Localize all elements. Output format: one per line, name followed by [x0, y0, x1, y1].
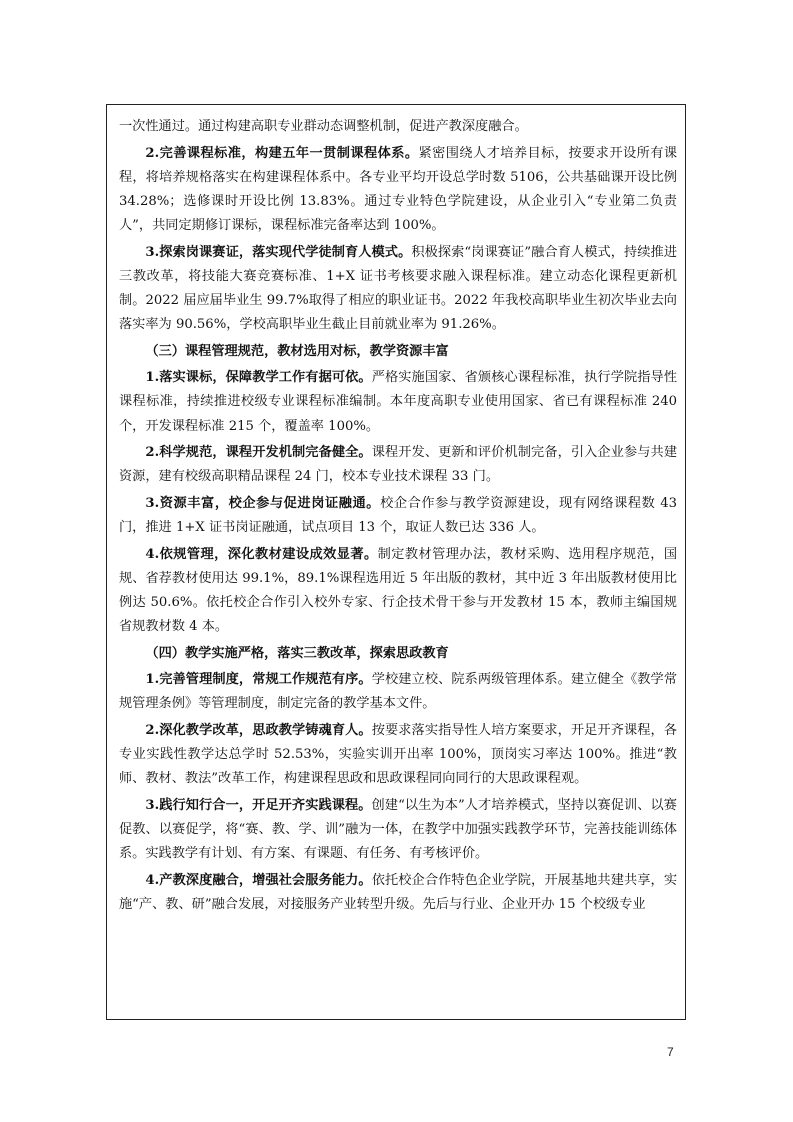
paragraph	[119, 241, 677, 338]
paragraph-text: 积极探索“岗课赛证”融合育人模式，持续推进三教改革，将技能大赛竞赛标准、1+X 证书考核要求融入课程标准。建立动态化课程更新机制。2022 届应届毕业生 99.7%取得了相应的职业证书。2022 年我校高职毕业生初次毕业去向落实率为 90.56%，学校高职毕业生截止目前就业率为 91.26%。	[119, 244, 678, 333]
paragraph-lead: 3.探索岗课赛证，落实现代学徒制育人模式。	[145, 244, 412, 260]
page-number: 7	[667, 1045, 674, 1059]
paragraph-text: 紧密围绕人才培养目标，按要求开设所有课程，将培养规格落实在构建课程体系中。各专业平均开设总学时数 5106，公共基础课开设比例 34.28%；选修课时开设比例 13.83%。通过专业特色学院建设，从企业引入“专业第二负责人”，共同定期修订课标，课程标准完备率达到 100%。	[119, 145, 678, 234]
paragraph	[119, 869, 677, 917]
paragraph	[119, 719, 677, 792]
paragraph-lead: 3.资源丰富，校企参与促进岗证融通。	[145, 495, 381, 511]
paragraph-lead: 2.深化教学改革，思政教学铸魂育人。	[145, 722, 372, 738]
paragraph	[119, 366, 677, 439]
paragraph	[119, 543, 677, 640]
paragraph-lead: 2.科学规范，课程开发机制完备健全。	[145, 445, 372, 461]
paragraph	[119, 492, 677, 540]
paragraph-text: 按要求落实指导性人培方案要求，开足开齐课程，各专业实践性教学达总学时 52.53%，实验实训开出率 100%，顶岗实习率达 100%。推进“教师、教材、教法”改革工作，构建课程思政和思政课程同向同行的大思政课程观。	[119, 722, 678, 787]
paragraph-lead: 1.完善管理制度，常规工作规范有序。	[145, 672, 372, 688]
paragraph-lead: 2.完善课程标准，构建五年一贯制课程体系。	[145, 145, 419, 161]
paragraph-lead: 3.践行知行合一，开足开齐实践课程。	[145, 797, 372, 813]
paragraph-text: 严格实施国家、省颁核心课程标准，执行学院指导性课程标准，持续推进校级专业课程标准编制。本年度高职专业使用国家、省已有课程标准 240 个，开发课程标准 215 个，覆盖率 100%。	[119, 370, 678, 434]
paragraph-lead: 4.产教深度融合，增强社会服务能力。	[145, 872, 372, 888]
paragraph-text: 依托校企合作特色企业学院，开展基地共建共享，实施“产、教、研”融合发展，对接服务产业转型升级。先后与行业、企业开办 15 个校级专业	[119, 872, 678, 912]
document-body	[119, 115, 677, 919]
paragraph-text: 制定教材管理办法，教材采购、选用程序规范，国规、省荐教材使用达 99.1%，89.1%课程选用近 5 年出版的教材，其中近 3 年出版教材使用比例达 50.6%。依托校企合作引入校外专家、行企技术骨干参与开发教材 15 本，教师主编国规省规教材数 4 本。	[119, 546, 678, 635]
paragraph-text: 学校建立校、院系两级管理体系。建立健全《教学常规管理条例》等管理制度，制定完备的教学基本文件。	[119, 672, 678, 712]
paragraph	[119, 668, 677, 716]
paragraph-lead: 4.依规管理，深化教材建设成效显著。	[145, 546, 378, 562]
paragraph	[119, 142, 677, 239]
paragraph	[119, 115, 677, 139]
section-heading: （三）课程管理规范，教材选用对标，教学资源丰富	[145, 343, 449, 359]
paragraph	[119, 441, 677, 489]
paragraph-lead: 1.落实课标，保障教学工作有据可依。	[145, 370, 372, 386]
paragraph-text: 校企合作参与教学资源建设，现有网络课程数 43 门，推进 1+X 证书岗证融通，试点项目 13 个，取证人数已达 336 人。	[119, 495, 678, 536]
paragraph-text: 创建“以生为本”人才培养模式，坚持以赛促训、以赛促教、以赛促学，将“赛、教、学、训”融为一体，在教学中加强实践教学环节，完善技能训练体系。实践教学有计划、有方案、有课题、有任务、有考核评价。	[119, 797, 677, 862]
paragraph	[119, 794, 677, 867]
content-frame	[106, 104, 686, 1020]
paragraph-text: 课程开发、更新和评价机制完备，引入企业参与共建资源，建有校级高职精品课程 24 门，校本专业技术课程 33 门。	[119, 445, 678, 485]
paragraph-text: 一次性通过。通过构建高职专业群动态调整机制，促进产教深度融合。	[119, 119, 528, 134]
section-heading: （四）教学实施严格，落实三教改革，探索思政教育	[145, 645, 449, 661]
